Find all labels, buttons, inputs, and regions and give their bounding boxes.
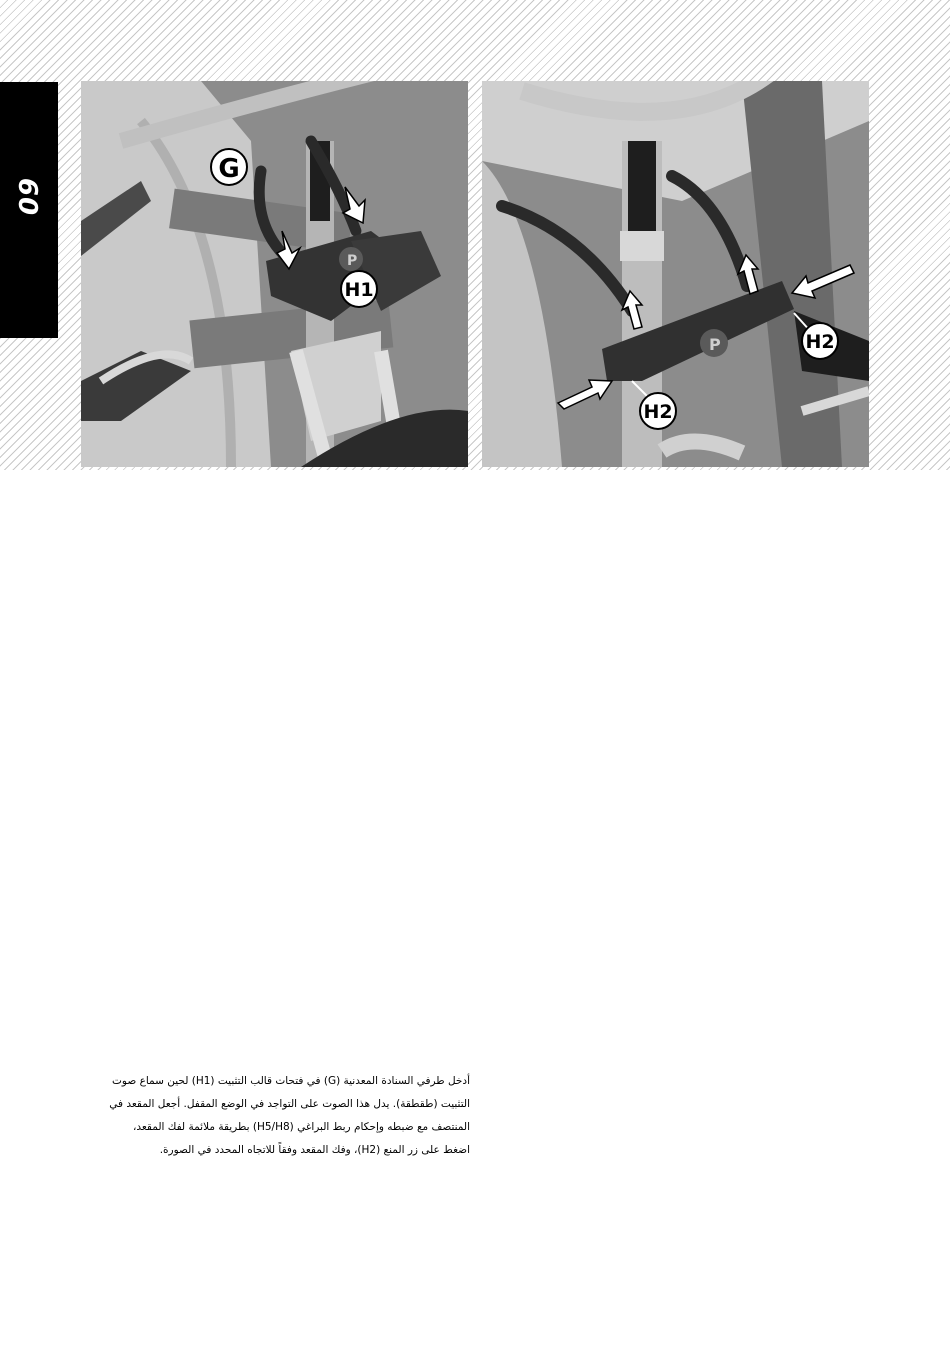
svg-text:H2: H2: [805, 331, 835, 353]
figure-right-release: [482, 81, 869, 467]
page-tab: [0, 82, 58, 338]
caption-line-3: المنتصف مع ضبطه وإحكام ربط البراغي (H5/H8) بطريقة ملائمة لفك المقعد،: [132, 1121, 470, 1133]
figure-right-drawing: [482, 81, 869, 467]
svg-text:P: P: [709, 335, 721, 354]
caption-line-2: التثبيت (طقطقة). يدل هذا الصوت على التواجد في الوضع المقفل. أجعل المقعد في: [109, 1098, 470, 1110]
figure-left-drawing: [81, 81, 468, 467]
svg-text:P: P: [347, 253, 358, 269]
svg-text:G: G: [218, 154, 240, 184]
svg-text:H1: H1: [344, 279, 374, 301]
caption-line-1: أدخل طرفي السنادة المعدنية (G) في فتحات قالب التثبيت (H1) لحين سماع صوت: [112, 1075, 470, 1087]
page-number: 60: [12, 177, 42, 217]
instruction-text: [80, 1070, 470, 1162]
caption-line-4: اضغط على زر المنع (H2)، وفك المقعد وفقاً للاتجاه المحدد في الصورة.: [159, 1144, 470, 1156]
svg-text:H2: H2: [643, 401, 673, 423]
figure-left-insert-bar: [81, 81, 468, 467]
